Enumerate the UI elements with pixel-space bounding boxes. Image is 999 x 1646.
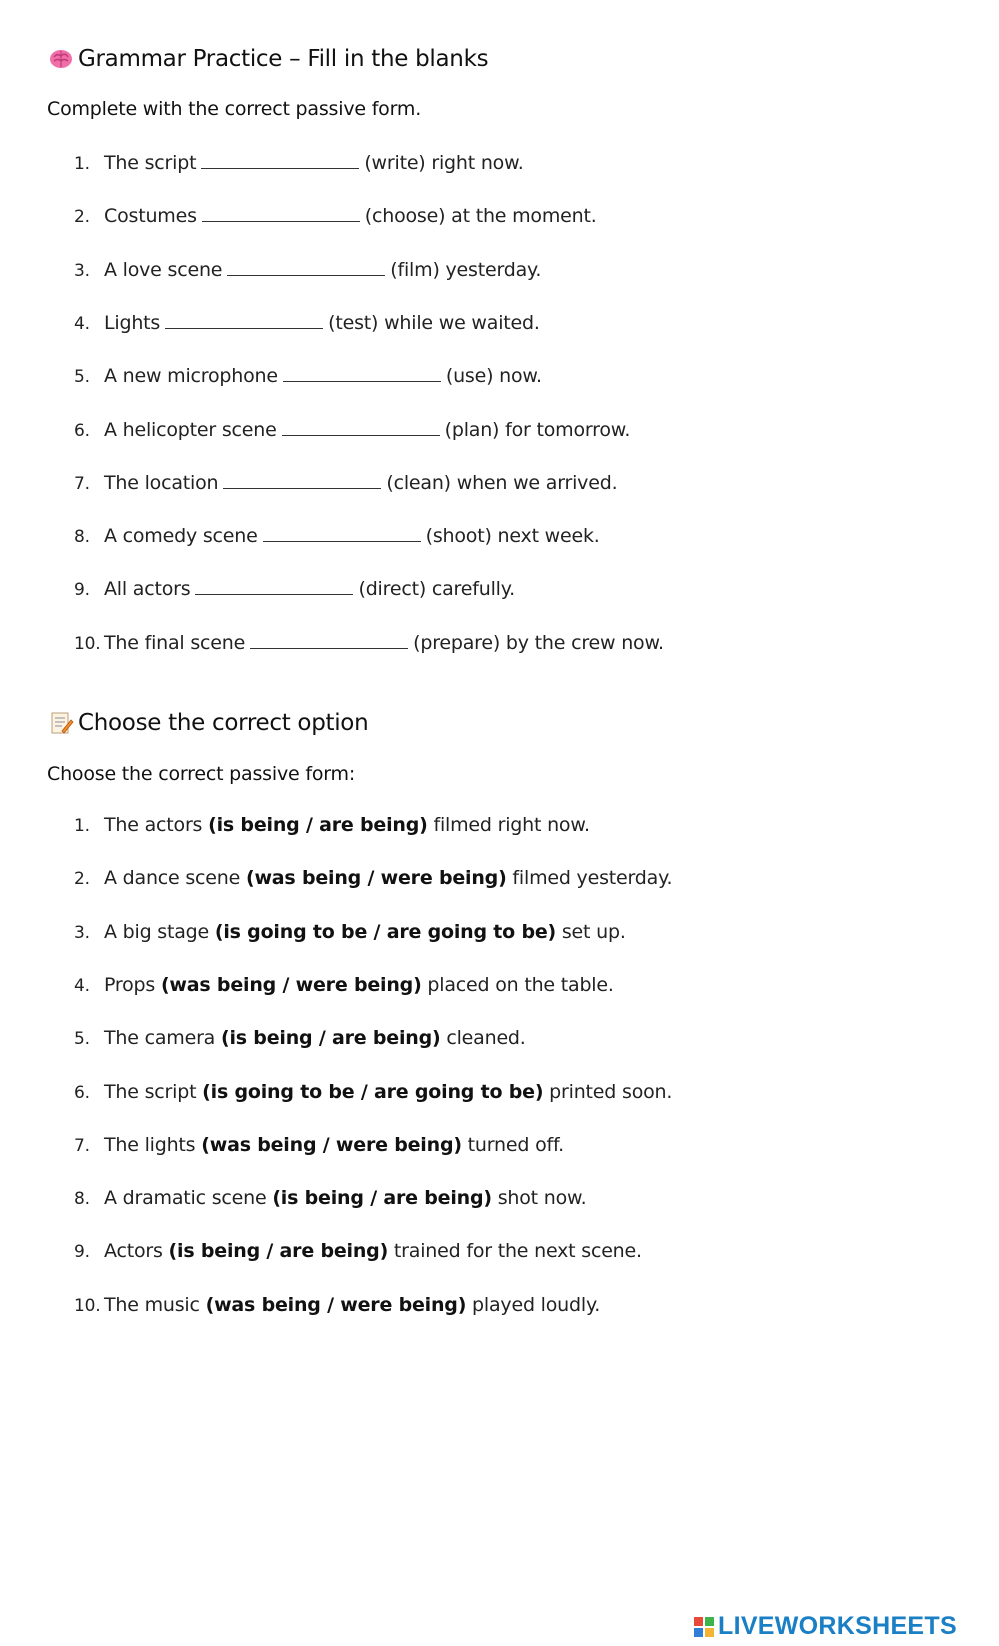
fill-blank-item	[74, 630, 664, 656]
brain-icon	[48, 46, 74, 72]
sentence-start: A helicopter scene	[104, 418, 277, 441]
sentence-start: The script	[104, 1080, 203, 1103]
logo-grid-icon	[694, 1617, 714, 1637]
choose-option-item	[74, 1238, 642, 1264]
verb-hint: (prepare) by the crew now.	[413, 631, 664, 654]
item-number: 8.	[74, 527, 90, 548]
sentence-end: cleaned.	[440, 1027, 526, 1050]
answer-blank[interactable]	[223, 470, 381, 489]
answer-options[interactable]: (was being / were being)	[160, 973, 422, 996]
fill-blank-item	[74, 310, 540, 336]
sentence-start: A dramatic scene	[104, 1187, 273, 1210]
section-fill-blanks-instruction: Complete with the correct passive form.	[47, 98, 422, 120]
answer-options[interactable]: (is being / are being)	[168, 1240, 389, 1263]
section-choose-option-instruction: Choose the correct passive form:	[47, 763, 356, 785]
answer-options[interactable]: (was being / were being)	[245, 867, 507, 890]
answer-blank[interactable]	[263, 523, 421, 542]
section-title-text: Grammar Practice – Fill in the blanks	[78, 46, 489, 72]
choose-option-item	[74, 865, 672, 891]
fill-blank-item	[74, 470, 617, 496]
sentence-end: turned off.	[461, 1133, 564, 1156]
logo-square	[705, 1628, 714, 1637]
sentence-start: Props	[104, 973, 161, 996]
sentence-end: printed soon.	[543, 1080, 673, 1103]
sentence-end: set up.	[556, 920, 626, 943]
fill-blank-item	[74, 523, 600, 549]
answer-blank[interactable]	[201, 150, 359, 169]
item-number: 6.	[74, 420, 90, 441]
verb-hint: (film) yesterday.	[390, 258, 542, 281]
memo-icon	[48, 710, 74, 736]
answer-blank[interactable]	[195, 576, 353, 595]
sentence-end: filmed yesterday.	[506, 867, 673, 890]
item-number: 1.	[74, 154, 90, 174]
item-number: 9.	[74, 1242, 90, 1263]
verb-hint: (choose) at the moment.	[364, 205, 597, 228]
item-number: 7.	[74, 1135, 90, 1156]
sentence-end: played loudly.	[466, 1293, 601, 1316]
answer-options[interactable]: (is being / are being)	[208, 814, 428, 836]
item-number: 2.	[74, 207, 90, 228]
verb-hint: (write) right now.	[364, 152, 524, 174]
item-number: 10.	[74, 633, 101, 654]
fill-blank-item	[74, 363, 542, 389]
item-number: 4.	[74, 975, 90, 996]
item-number: 3.	[74, 260, 90, 281]
sentence-start: All actors	[104, 578, 191, 601]
item-number: 10.	[74, 1295, 101, 1316]
item-number: 2.	[74, 869, 90, 890]
sentence-end: filmed right now.	[427, 814, 590, 836]
choose-option-item	[74, 919, 626, 945]
sentence-start: A love scene	[104, 258, 223, 281]
answer-blank[interactable]	[282, 417, 440, 436]
sentence-start: The camera	[104, 1027, 221, 1050]
item-number: 3.	[74, 922, 90, 943]
fill-blank-item	[74, 150, 524, 176]
verb-hint: (clean) when we arrived.	[386, 471, 618, 494]
answer-options[interactable]: (was being / were being)	[205, 1293, 467, 1316]
answer-blank[interactable]	[165, 310, 323, 329]
choose-option-item	[74, 972, 614, 998]
section-title-text: Choose the correct option	[78, 710, 369, 736]
brand-name: LIVEWORKSHEETS	[718, 1612, 957, 1640]
logo-square	[694, 1617, 703, 1626]
answer-options[interactable]: (is being / are being)	[272, 1187, 492, 1210]
sentence-start: Lights	[104, 311, 161, 334]
sentence-end: shot now.	[491, 1187, 587, 1210]
sentence-start: The final scene	[104, 631, 246, 654]
answer-blank[interactable]	[202, 203, 360, 222]
answer-blank[interactable]	[250, 630, 408, 649]
verb-hint: (plan) for tomorrow.	[444, 418, 631, 441]
verb-hint: (test) while we waited.	[328, 311, 540, 334]
item-number: 7.	[74, 473, 90, 494]
answer-options[interactable]: (is being / are being)	[220, 1027, 441, 1050]
answer-blank[interactable]	[227, 257, 385, 276]
item-number: 5.	[74, 1029, 90, 1050]
sentence-end: placed on the table.	[421, 973, 614, 996]
liveworksheets-logo	[694, 1612, 957, 1641]
verb-hint: (direct) carefully.	[358, 578, 515, 601]
sentence-start: A big stage	[104, 920, 215, 943]
verb-hint: (shoot) next week.	[425, 525, 600, 548]
choose-option-item	[74, 1025, 526, 1051]
sentence-start: Actors	[104, 1240, 169, 1263]
logo-square	[705, 1617, 714, 1626]
section-fill-blanks-title	[48, 46, 488, 72]
item-number: 9.	[74, 580, 90, 601]
fill-blank-item	[74, 203, 597, 229]
choose-option-item	[74, 1079, 672, 1105]
item-number: 4.	[74, 313, 90, 334]
section-choose-option-title	[48, 710, 368, 736]
fill-blank-item	[74, 576, 515, 602]
sentence-start: A dance scene	[104, 867, 246, 890]
sentence-start: A comedy scene	[104, 525, 258, 548]
answer-options[interactable]: (is going to be / are going to be)	[202, 1080, 544, 1103]
sentence-start: Costumes	[104, 205, 197, 228]
sentence-start: The script	[104, 152, 197, 174]
item-number: 5.	[74, 367, 90, 388]
choose-option-item	[74, 1132, 564, 1158]
answer-blank[interactable]	[283, 363, 441, 382]
item-number: 1.	[74, 816, 90, 836]
sentence-start: The lights	[104, 1133, 202, 1156]
sentence-end: trained for the next scene.	[388, 1240, 642, 1263]
logo-square	[694, 1628, 703, 1637]
fill-blank-item	[74, 417, 630, 443]
item-number: 8.	[74, 1189, 90, 1210]
sentence-start: The music	[104, 1293, 206, 1316]
sentence-start: The location	[104, 471, 219, 494]
choose-option-item	[74, 812, 590, 838]
choose-option-item	[74, 1185, 586, 1211]
choose-option-item	[74, 1292, 600, 1318]
answer-options[interactable]: (is going to be / are going to be)	[214, 920, 557, 943]
sentence-start: The actors	[104, 814, 209, 836]
item-number: 6.	[74, 1082, 90, 1103]
verb-hint: (use) now.	[445, 365, 542, 388]
answer-options[interactable]: (was being / were being)	[201, 1133, 462, 1156]
sentence-start: A new microphone	[104, 365, 278, 388]
fill-blank-item	[74, 257, 541, 283]
